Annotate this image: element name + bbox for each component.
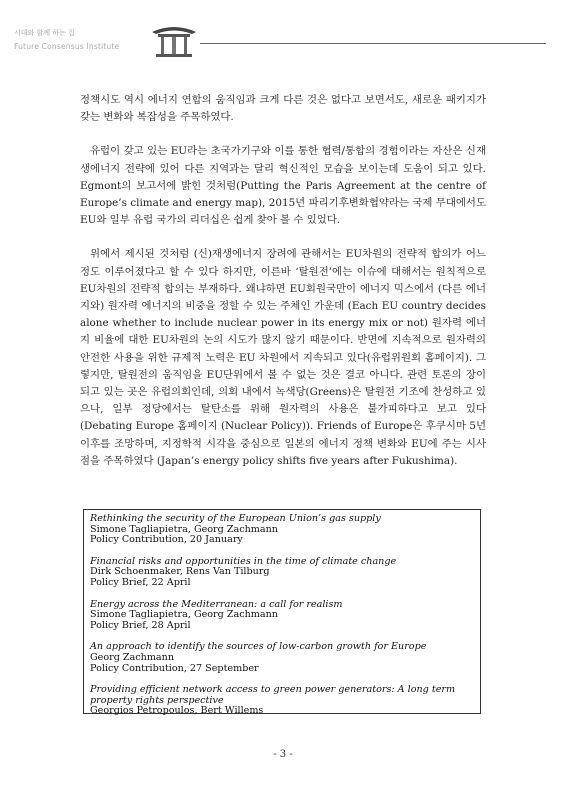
reference-authors: Simone Tagliapietra, Georg Zachmann [90,609,278,621]
reference-item [90,557,474,589]
body-text [80,92,486,487]
traditional-roof-logo-icon [150,20,198,58]
reference-meta: Policy Brief, 28 April [90,619,191,631]
reference-item [90,600,474,632]
reference-item [90,514,474,546]
paragraph: 정책시도 역시 에너지 연합의 움직임과 크게 다른 것은 없다고 보면서도, 새로운 패키지가 갖는 변화와 복잡성을 주목하였다. [80,94,486,124]
paragraph: 위에서 제시된 것처럼 (신)재생에너지 장려에 관해서는 EU차원의 전략적 합의가 어느 정도 이루어졌다고 할 수 있다 하지만, 이른바 ‘탈원전’에는 이슈에 대해서는 원칙적으로 EU차원의 전략적 합의는 부재하다. 왜냐하면 EU회원국만이 에너지 믹스에서 (다른 에너지와) 원자력 에너지의 비중을 정할 수 있는 주체인 가운데 (Each EU country decides alone whether to include nuclear power in its energy mix or not) 원자력 에너지 비율에 대한 EU차원의 논의 시도가 많지 않기 때문이다. 반면에 지속적으로 원자력의 안전한 사용을 위한 규제적 노력은 EU 차원에서 지속되고 있다(유럽위원회 홈페이지). 그렇지만, 탈원전의 움직임을 EU단위에서 볼 수 없는 것은 결코 아니다. 관련 토론의 장이 되고 있는 곳은 유럽의회인데, 의회 내에서 녹색당(Greens)은 탈원전 기조에 찬성하고 있으나, 일부 정당에서는 탈탄소를 위해 원자력의 사용은 불가피하다고 보고 있다(Debating Europe 홈페이지 (Nuclear Policy)). Friends of Europe은 후쿠시마 5년 이후를 조망하며, 지정학적 시각을 중심으로 일본의 에너지 정책 변화와 EU에 주는 시사점을 주목하였다 (Japan’s energy policy shifts five years after Fukushima). [80,248,486,467]
page-header [0,0,566,60]
paragraph: 유럽이 갖고 있는 EU라는 초국가기구와 이를 통한 협력/통합의 경험이라는 자산은 신재생에너지 전략에 있어 다른 지역과는 달리 혁신적인 모습을 보이는데 도움이 되고 있다. Egmont의 보고서에 밝힌 것처럼(Putting the Paris Agreement at the centre of Europe’s climate and energy map), 2015년 파리기후변화협약라는 국제 무대에서도 EU와 일부 유럽 국가의 리더십은 쉽게 찾아 볼 수 있었다. [80,145,486,227]
header-divider [200,43,546,44]
reference-title[interactable]: Energy across the Mediterranean: a call for realism [90,598,343,610]
reference-meta: Policy Contribution, 27 September [90,662,259,674]
reference-authors: Georg Zachmann [90,651,175,663]
reference-title[interactable]: Rethinking the security of the European Union’s gas supply [90,513,381,524]
reference-meta: Policy Contribution, 20 January [90,534,243,546]
reference-title[interactable]: Financial risks and opportunities in the time of climate change [90,555,397,567]
logo-korean-text: 시대와 함께 하는 집 [14,29,75,37]
reference-authors: Dirk Schoenmaker, Rens Van Tilburg [90,566,270,578]
logo-english-text: Future Consensus Institute [14,42,120,51]
reference-authors: Simone Tagliapietra, Georg Zachmann [90,523,278,535]
reference-list-box [83,509,481,717]
reference-item [90,642,474,674]
reference-authors: Georgios Petropoulos, Bert Willems [90,705,264,717]
reference-title[interactable]: Providing efficient network access to green power generators: A long term property rights perspective [90,684,456,706]
reference-meta: Policy Brief, 22 April [90,576,191,588]
reference-item [90,685,474,717]
page-number: - 3 - [273,749,293,760]
reference-title[interactable]: An approach to identify the sources of low-carbon growth for Europe [90,641,427,653]
